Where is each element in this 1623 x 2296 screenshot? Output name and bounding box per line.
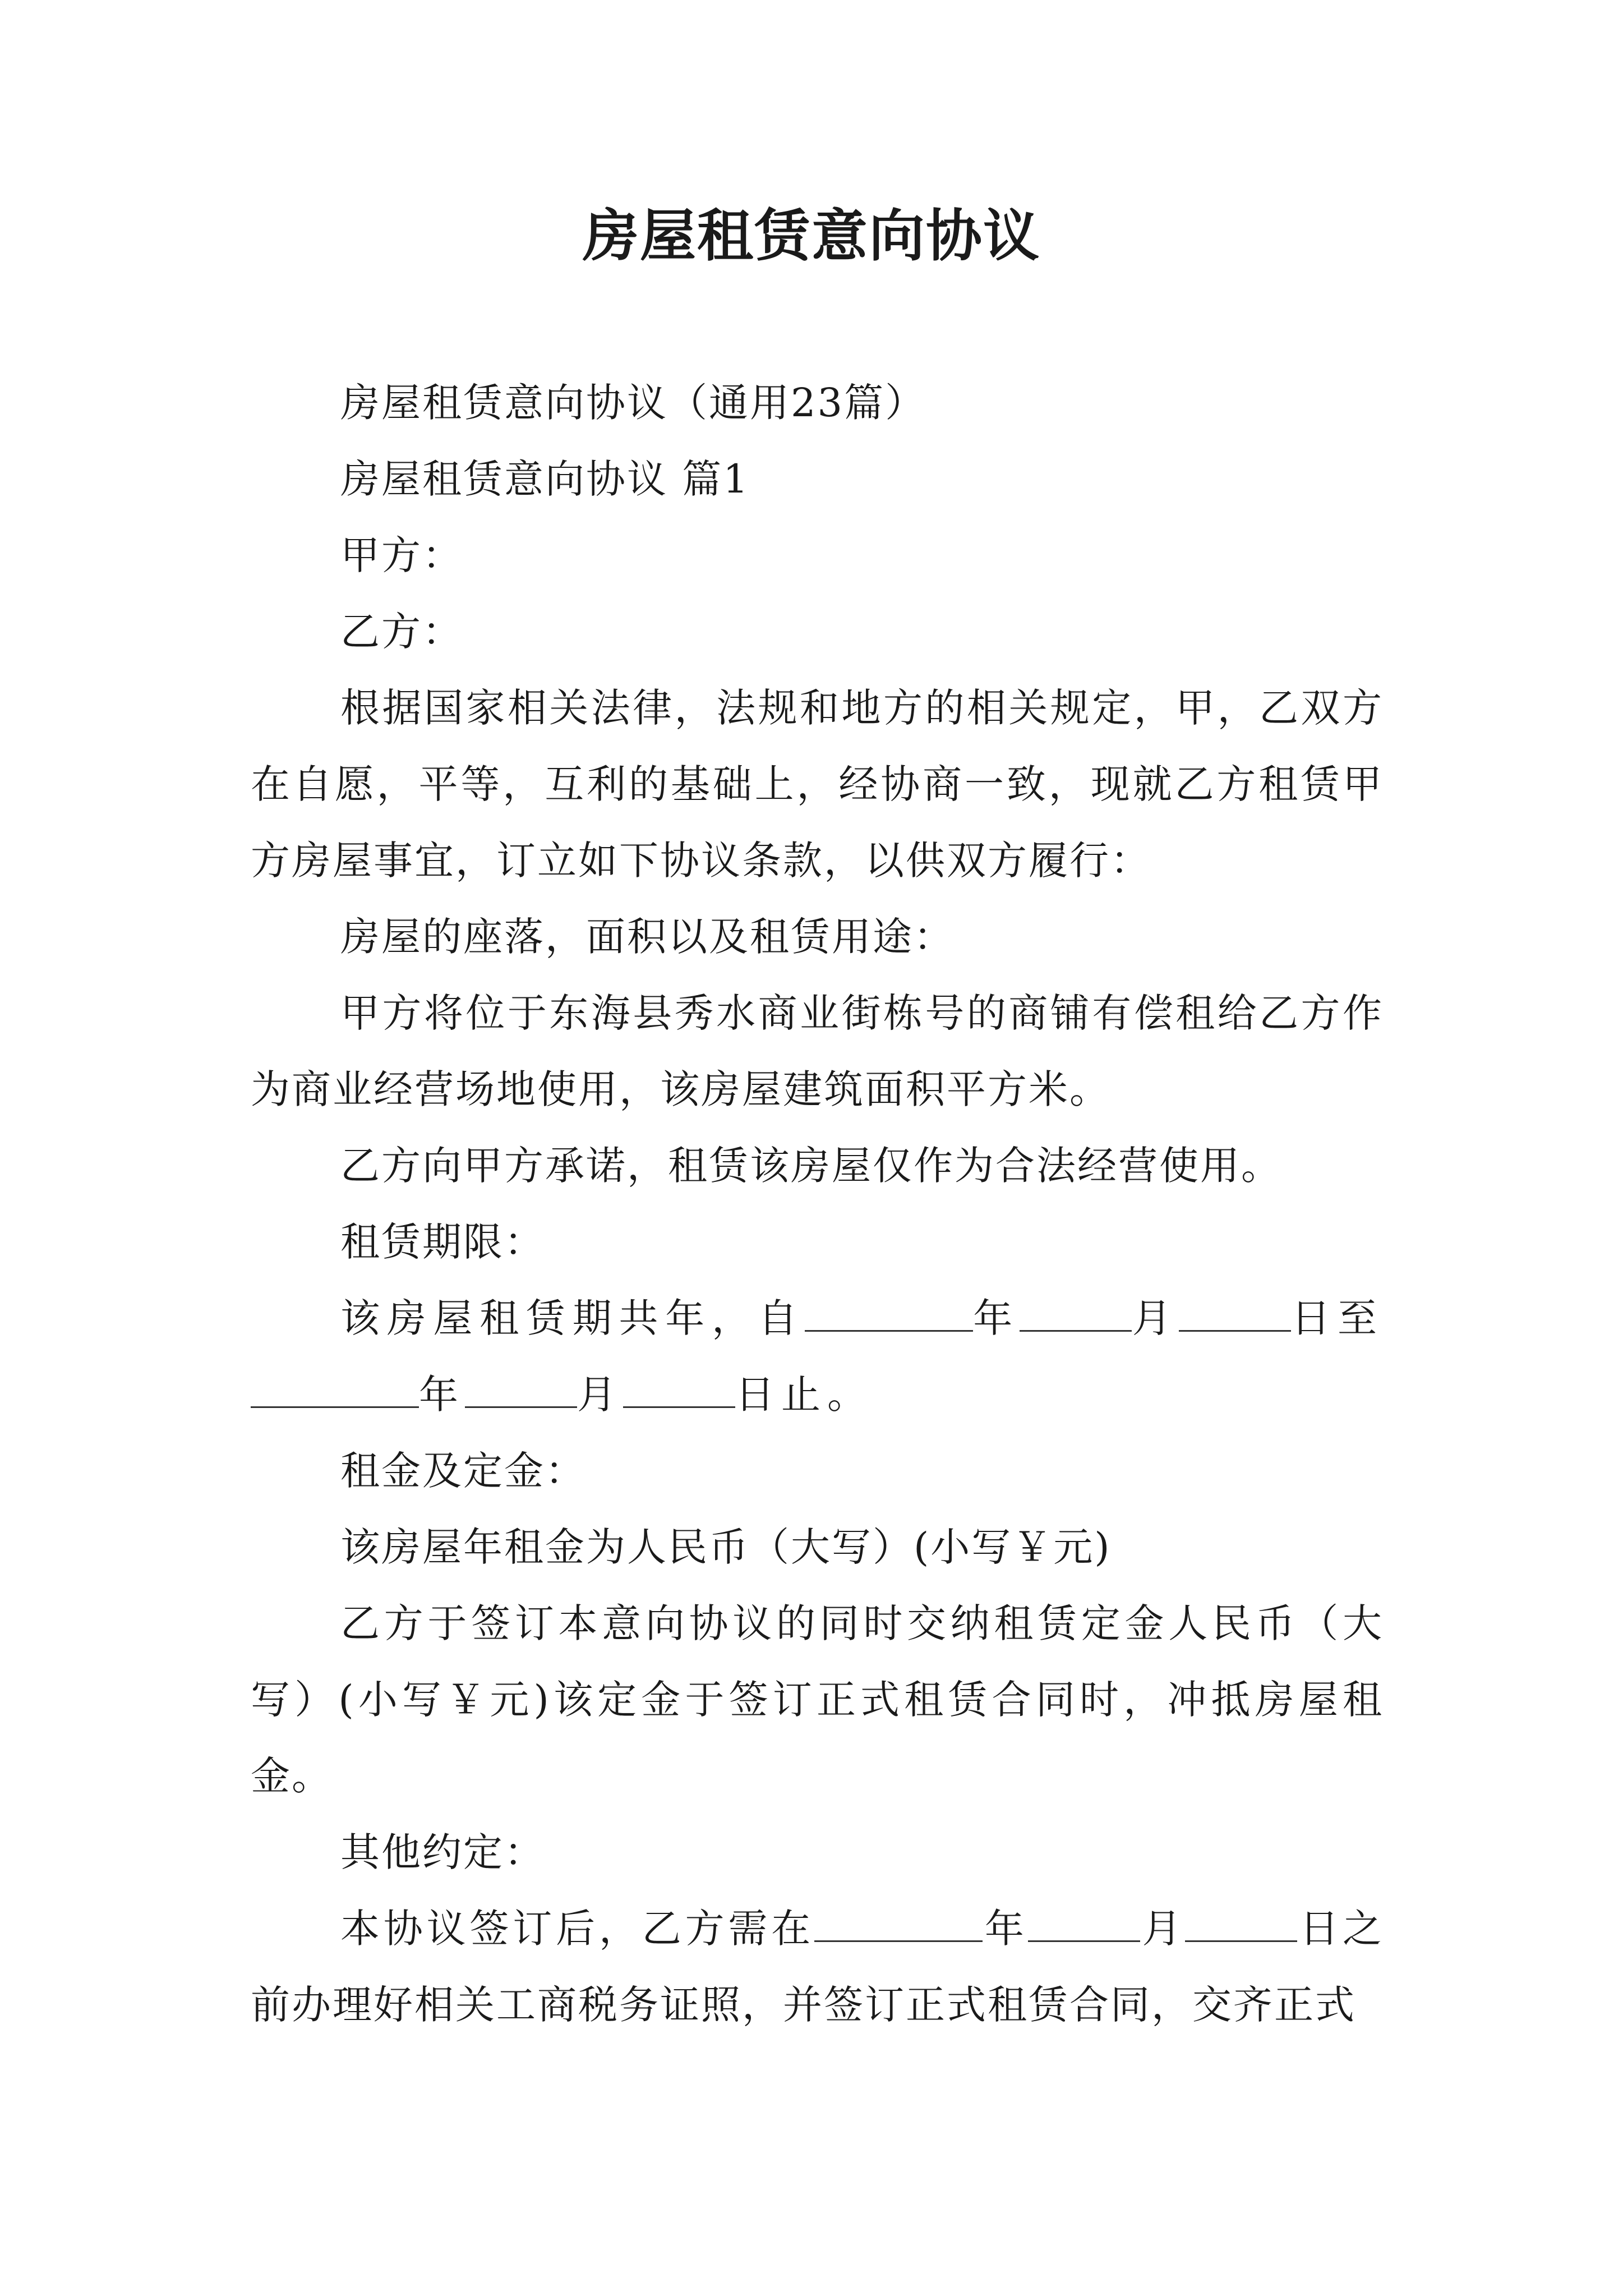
fill-blank bbox=[1185, 1901, 1297, 1942]
document-body bbox=[251, 365, 1384, 2043]
fill-blank bbox=[1028, 1901, 1140, 1942]
day-label: 日至 bbox=[1290, 1295, 1384, 1341]
fill-blank bbox=[623, 1367, 735, 1408]
clause-heading-location: 房屋的座落，面积以及租赁用途： bbox=[340, 914, 955, 960]
fill-blank bbox=[465, 1367, 577, 1408]
subtitle-paragraph: 房屋租赁意向协议（通用23篇） bbox=[340, 380, 926, 426]
fill-blank bbox=[1020, 1291, 1132, 1332]
preamble-paragraph: 根据国家相关法律，法规和地方的相关规定，甲，乙双方在自愿，平等，互利的基础上，经协商一致，现就乙方租赁甲方房屋事宜，订立如下协议条款，以供双方履行： bbox=[251, 685, 1384, 884]
section-heading: 房屋租赁意向协议 篇1 bbox=[340, 456, 750, 502]
fill-blank bbox=[1179, 1291, 1291, 1332]
fill-blank bbox=[814, 1901, 983, 1942]
deposit-paragraph: 乙方于签订本意向协议的同时交纳租赁定金人民币（大写）(小写￥元)该定金于签订正式租赁合同时，冲抵房屋租金。 bbox=[251, 1600, 1384, 1799]
year-label: 年 bbox=[972, 1295, 1020, 1341]
year-label: 年 bbox=[419, 1372, 465, 1418]
lease-term-text: 该房屋租赁期共年，自 bbox=[340, 1295, 805, 1341]
rent-paragraph: 该房屋年租金为人民币（大写）(小写￥元) bbox=[340, 1524, 1112, 1570]
party-b-line: 乙方： bbox=[340, 609, 463, 655]
clause-heading-other: 其他约定： bbox=[340, 1829, 545, 1875]
fill-blank bbox=[251, 1367, 419, 1408]
month-label: 月 bbox=[1132, 1295, 1179, 1341]
final-paragraph bbox=[251, 1890, 1384, 2043]
clause-heading-rent: 租金及定金： bbox=[340, 1448, 586, 1494]
final-text: 本协议签订后，乙方需在 bbox=[340, 1906, 815, 1952]
location-paragraph: 甲方将位于东海县秀水商业街栋号的商铺有偿租给乙方作为商业经营场地使用，该房屋建筑面积平方米。 bbox=[251, 990, 1384, 1112]
usage-paragraph: 乙方向甲方承诺，租赁该房屋仅作为合法经营使用。 bbox=[340, 1143, 1282, 1189]
month-label: 月 bbox=[577, 1372, 623, 1418]
document-title: 房屋租赁意向协议 bbox=[583, 203, 1040, 269]
year-label: 年 bbox=[983, 1906, 1028, 1952]
fill-blank bbox=[805, 1291, 973, 1332]
day-label: 日止。 bbox=[735, 1372, 873, 1418]
final-text-rest: 日之前办理好相关工商税务证照，并签订正式租赁合同，交齐正式 bbox=[251, 1906, 1384, 2028]
party-a-line: 甲方： bbox=[340, 532, 463, 578]
lease-term-paragraph bbox=[251, 1280, 1384, 1433]
clause-heading-term: 租赁期限： bbox=[340, 1219, 545, 1265]
month-label: 月 bbox=[1140, 1906, 1186, 1952]
